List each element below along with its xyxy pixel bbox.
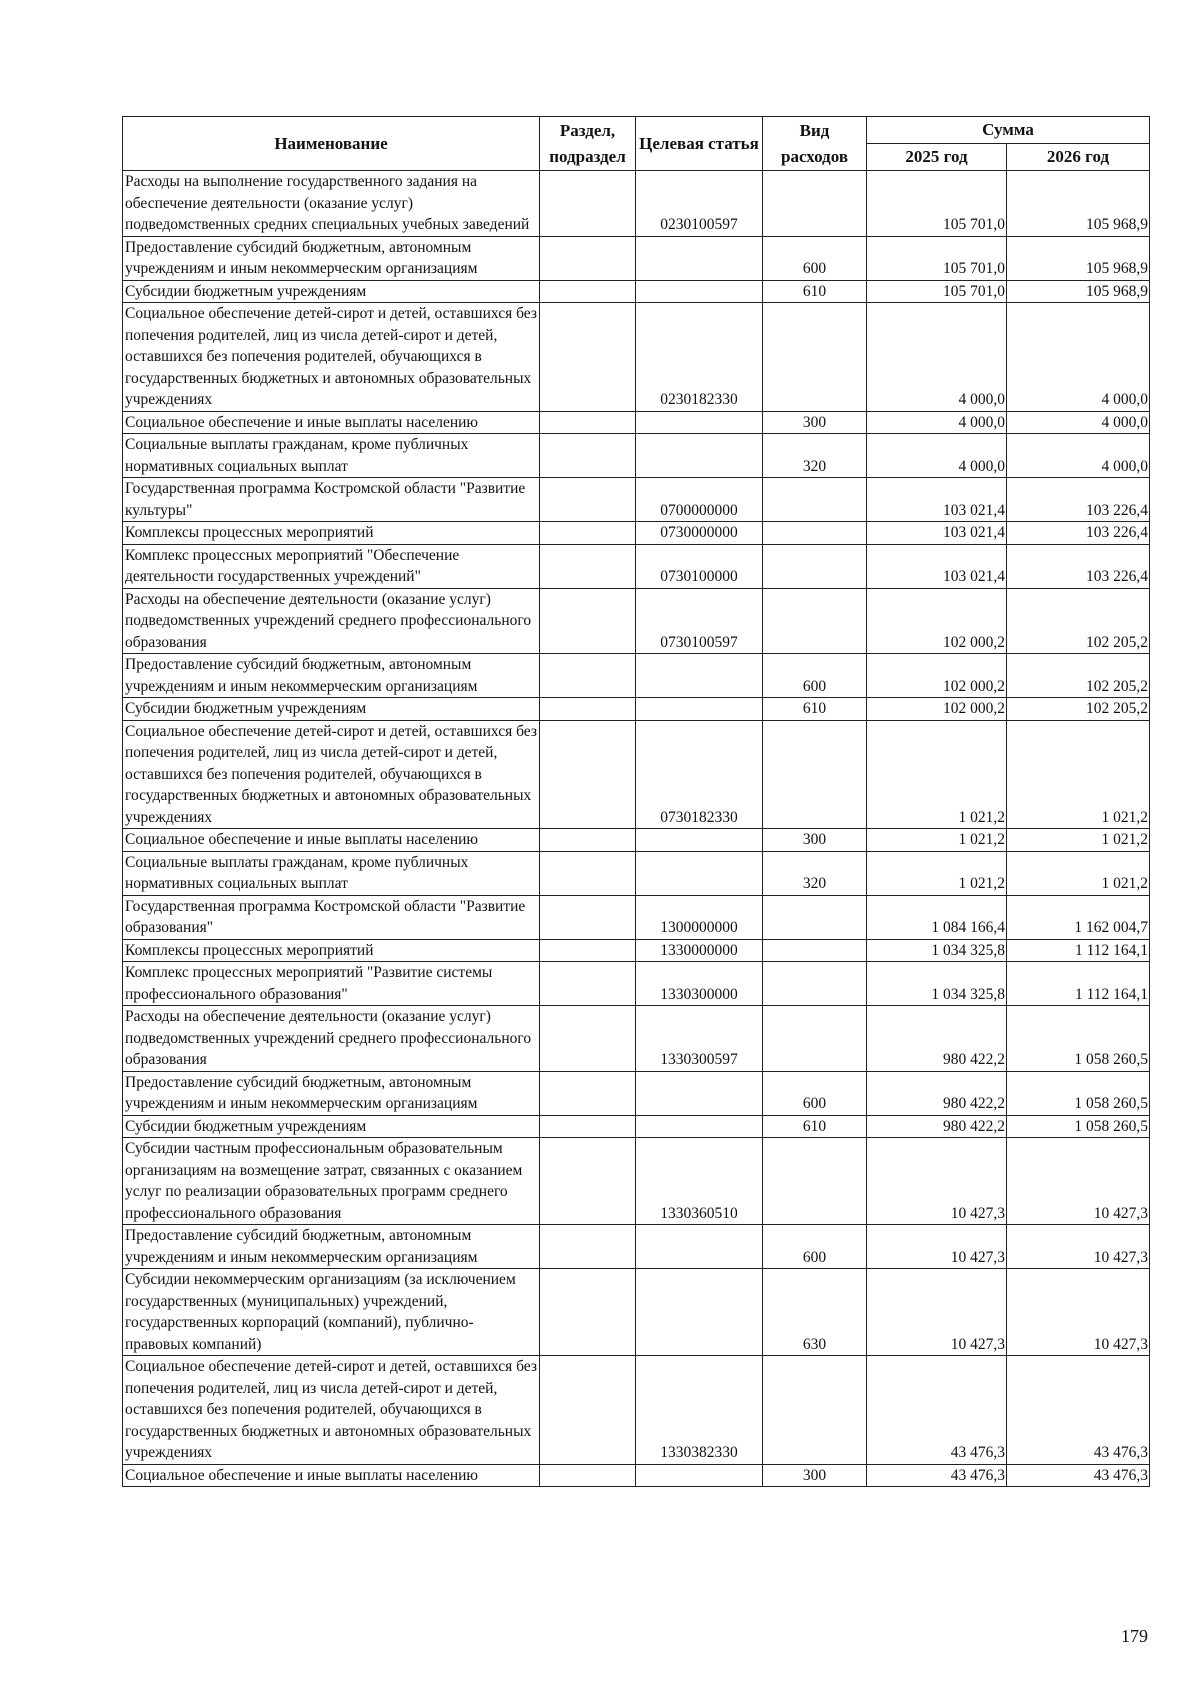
page-number: 179 [1121, 1626, 1148, 1646]
row-name: Государственная программа Костромской области "Развитие культуры" [123, 478, 540, 522]
row-target-code [636, 411, 763, 434]
row-section [540, 698, 636, 721]
row-name: Социальное обеспечение и иные выплаты населению [123, 1464, 540, 1487]
header-section: Раздел, подраздел [540, 117, 636, 171]
row-section [540, 720, 636, 829]
row-name: Социальные выплаты гражданам, кроме публичных нормативных социальных выплат [123, 434, 540, 478]
row-expense-kind: 630 [763, 1269, 867, 1356]
table-row [123, 1115, 1150, 1138]
row-section [540, 1269, 636, 1356]
row-target-code: 0700000000 [636, 478, 763, 522]
row-name: Расходы на обеспечение деятельности (оказание услуг) подведомственных учреждений среднего профессионального образования [123, 588, 540, 654]
row-target-code: 0230182330 [636, 303, 763, 412]
row-amount-2026: 103 226,4 [1007, 478, 1150, 522]
row-expense-kind [763, 939, 867, 962]
row-target-code: 1330382330 [636, 1356, 763, 1465]
row-expense-kind: 610 [763, 698, 867, 721]
row-name: Предоставление субсидий бюджетным, автономным учреждениям и иным некоммерческим организациям [123, 1071, 540, 1115]
row-name: Расходы на обеспечение деятельности (оказание услуг) подведомственных учреждений среднего профессионального образования [123, 1006, 540, 1072]
table-row [123, 1006, 1150, 1072]
row-target-code [636, 1225, 763, 1269]
row-target-code: 0730182330 [636, 720, 763, 829]
row-name: Субсидии частным профессиональным образовательным организациям на возмещение затрат, связанных с оказанием услуг по реализации образовательных программ среднего профессионального образования [123, 1138, 540, 1225]
row-section [540, 851, 636, 895]
row-expense-kind [763, 720, 867, 829]
row-target-code [636, 280, 763, 303]
row-section [540, 1138, 636, 1225]
row-target-code: 1300000000 [636, 895, 763, 939]
table-row [123, 171, 1150, 237]
row-amount-2026: 105 968,9 [1007, 236, 1150, 280]
row-amount-2025: 103 021,4 [867, 478, 1007, 522]
row-section [540, 280, 636, 303]
row-amount-2026: 4 000,0 [1007, 411, 1150, 434]
row-section [540, 654, 636, 698]
row-expense-kind: 300 [763, 411, 867, 434]
table-row [123, 280, 1150, 303]
row-section [540, 1464, 636, 1487]
table-row [123, 434, 1150, 478]
row-target-code: 0730000000 [636, 522, 763, 545]
row-expense-kind: 610 [763, 1115, 867, 1138]
row-target-code: 1330000000 [636, 939, 763, 962]
row-amount-2025: 1 021,2 [867, 851, 1007, 895]
row-section [540, 522, 636, 545]
row-amount-2026: 102 205,2 [1007, 588, 1150, 654]
row-section [540, 588, 636, 654]
row-name: Социальные выплаты гражданам, кроме публичных нормативных социальных выплат [123, 851, 540, 895]
row-expense-kind: 600 [763, 236, 867, 280]
row-name: Расходы на выполнение государственного задания на обеспечение деятельности (оказание услуг) подведомственных средних специальных учебных заведений [123, 171, 540, 237]
budget-table [122, 116, 1150, 1487]
row-name: Социальное обеспечение и иные выплаты населению [123, 829, 540, 852]
header-name: Наименование [123, 117, 540, 171]
row-amount-2026: 105 968,9 [1007, 280, 1150, 303]
row-amount-2026: 1 058 260,5 [1007, 1006, 1150, 1072]
table-row [123, 1269, 1150, 1356]
table-row [123, 1225, 1150, 1269]
table-row [123, 939, 1150, 962]
row-amount-2025: 10 427,3 [867, 1269, 1007, 1356]
table-row [123, 1356, 1150, 1465]
row-section [540, 544, 636, 588]
row-amount-2026: 10 427,3 [1007, 1269, 1150, 1356]
row-amount-2026: 4 000,0 [1007, 303, 1150, 412]
row-amount-2025: 102 000,2 [867, 588, 1007, 654]
row-amount-2026: 4 000,0 [1007, 434, 1150, 478]
row-amount-2026: 103 226,4 [1007, 522, 1150, 545]
row-target-code [636, 698, 763, 721]
row-name: Субсидии бюджетным учреждениям [123, 1115, 540, 1138]
row-name: Социальное обеспечение детей-сирот и детей, оставшихся без попечения родителей, лиц из числа детей-сирот и детей, оставшихся без попечения родителей, обучающихся в государственных бюджетных и автономных образовательных учреждениях [123, 303, 540, 412]
row-name: Предоставление субсидий бюджетным, автономным учреждениям и иным некоммерческим организациям [123, 654, 540, 698]
table-row [123, 588, 1150, 654]
row-amount-2026: 102 205,2 [1007, 654, 1150, 698]
header-kind: Вид расходов [763, 117, 867, 171]
row-name: Социальное обеспечение и иные выплаты населению [123, 411, 540, 434]
row-name: Комплекс процессных мероприятий "Обеспечение деятельности государственных учреждений" [123, 544, 540, 588]
row-expense-kind [763, 544, 867, 588]
row-target-code: 1330300597 [636, 1006, 763, 1072]
row-amount-2025: 102 000,2 [867, 698, 1007, 721]
row-expense-kind [763, 303, 867, 412]
row-expense-kind [763, 1138, 867, 1225]
row-amount-2025: 4 000,0 [867, 434, 1007, 478]
row-amount-2026: 1 112 164,1 [1007, 962, 1150, 1006]
table-row [123, 1464, 1150, 1487]
table-row [123, 851, 1150, 895]
row-name: Субсидии бюджетным учреждениям [123, 698, 540, 721]
row-amount-2025: 103 021,4 [867, 544, 1007, 588]
table-row [123, 236, 1150, 280]
row-amount-2025: 10 427,3 [867, 1138, 1007, 1225]
row-section [540, 434, 636, 478]
row-expense-kind: 600 [763, 654, 867, 698]
row-target-code: 0730100597 [636, 588, 763, 654]
row-target-code [636, 829, 763, 852]
table-row [123, 411, 1150, 434]
row-amount-2025: 980 422,2 [867, 1006, 1007, 1072]
row-amount-2026: 103 226,4 [1007, 544, 1150, 588]
row-target-code [636, 1464, 763, 1487]
row-amount-2025: 43 476,3 [867, 1356, 1007, 1465]
row-amount-2025: 105 701,0 [867, 280, 1007, 303]
row-amount-2026: 43 476,3 [1007, 1464, 1150, 1487]
row-section [540, 411, 636, 434]
row-expense-kind [763, 1356, 867, 1465]
row-amount-2026: 43 476,3 [1007, 1356, 1150, 1465]
table-row [123, 1071, 1150, 1115]
row-amount-2025: 980 422,2 [867, 1115, 1007, 1138]
row-amount-2025: 4 000,0 [867, 303, 1007, 412]
row-expense-kind [763, 171, 867, 237]
row-name: Комплексы процессных мероприятий [123, 522, 540, 545]
row-expense-kind [763, 895, 867, 939]
row-name: Государственная программа Костромской области "Развитие образования" [123, 895, 540, 939]
row-amount-2025: 105 701,0 [867, 236, 1007, 280]
row-amount-2026: 10 427,3 [1007, 1138, 1150, 1225]
row-amount-2026: 1 021,2 [1007, 851, 1150, 895]
row-expense-kind [763, 588, 867, 654]
row-expense-kind: 610 [763, 280, 867, 303]
table-row [123, 522, 1150, 545]
row-name: Социальное обеспечение детей-сирот и детей, оставшихся без попечения родителей, лиц из числа детей-сирот и детей, оставшихся без попечения родителей, обучающихся в государственных бюджетных и автономных образовательных учреждениях [123, 1356, 540, 1465]
row-expense-kind [763, 478, 867, 522]
row-expense-kind: 600 [763, 1071, 867, 1115]
table-row [123, 698, 1150, 721]
row-target-code [636, 1269, 763, 1356]
row-amount-2026: 1 112 164,1 [1007, 939, 1150, 962]
row-expense-kind: 320 [763, 851, 867, 895]
table-row [123, 303, 1150, 412]
row-expense-kind [763, 1006, 867, 1072]
row-target-code [636, 654, 763, 698]
table-row [123, 544, 1150, 588]
header-2025: 2025 год [867, 144, 1007, 171]
row-section [540, 895, 636, 939]
row-section [540, 1071, 636, 1115]
row-name: Социальное обеспечение детей-сирот и детей, оставшихся без попечения родителей, лиц из числа детей-сирот и детей, оставшихся без попечения родителей, обучающихся в государственных бюджетных и автономных образовательных учреждениях [123, 720, 540, 829]
row-expense-kind: 320 [763, 434, 867, 478]
row-amount-2026: 1 162 004,7 [1007, 895, 1150, 939]
row-section [540, 1356, 636, 1465]
row-amount-2025: 1 021,2 [867, 720, 1007, 829]
table-row [123, 720, 1150, 829]
row-expense-kind: 300 [763, 1464, 867, 1487]
row-amount-2026: 1 058 260,5 [1007, 1115, 1150, 1138]
row-section [540, 171, 636, 237]
row-section [540, 1115, 636, 1138]
row-section [540, 303, 636, 412]
row-name: Субсидии некоммерческим организациям (за исключением государственных (муниципальных) учреждений, государственных корпораций (компаний), публично-правовых компаний) [123, 1269, 540, 1356]
row-amount-2025: 43 476,3 [867, 1464, 1007, 1487]
row-amount-2025: 102 000,2 [867, 654, 1007, 698]
row-name: Комплекс процессных мероприятий "Развитие системы профессионального образования" [123, 962, 540, 1006]
row-amount-2025: 10 427,3 [867, 1225, 1007, 1269]
row-section [540, 962, 636, 1006]
row-amount-2026: 1 021,2 [1007, 720, 1150, 829]
row-name: Предоставление субсидий бюджетным, автономным учреждениям и иным некоммерческим организациям [123, 236, 540, 280]
header-target: Целевая статья [636, 117, 763, 171]
row-section [540, 1225, 636, 1269]
row-target-code [636, 236, 763, 280]
row-target-code [636, 1115, 763, 1138]
row-target-code: 0230100597 [636, 171, 763, 237]
row-target-code [636, 1071, 763, 1115]
row-amount-2025: 980 422,2 [867, 1071, 1007, 1115]
row-amount-2025: 1 034 325,8 [867, 962, 1007, 1006]
row-name: Предоставление субсидий бюджетным, автономным учреждениям и иным некоммерческим организациям [123, 1225, 540, 1269]
table-row [123, 962, 1150, 1006]
row-target-code: 1330300000 [636, 962, 763, 1006]
row-section [540, 1006, 636, 1072]
table-row [123, 654, 1150, 698]
row-amount-2026: 105 968,9 [1007, 171, 1150, 237]
row-expense-kind [763, 522, 867, 545]
table-row [123, 1138, 1150, 1225]
row-amount-2026: 1 021,2 [1007, 829, 1150, 852]
table-header [123, 117, 1150, 171]
row-expense-kind: 600 [763, 1225, 867, 1269]
row-section [540, 939, 636, 962]
row-expense-kind [763, 962, 867, 1006]
row-amount-2026: 10 427,3 [1007, 1225, 1150, 1269]
row-target-code: 1330360510 [636, 1138, 763, 1225]
row-expense-kind: 300 [763, 829, 867, 852]
row-section [540, 236, 636, 280]
row-name: Субсидии бюджетным учреждениям [123, 280, 540, 303]
row-amount-2025: 105 701,0 [867, 171, 1007, 237]
row-amount-2025: 103 021,4 [867, 522, 1007, 545]
table-row [123, 478, 1150, 522]
row-section [540, 829, 636, 852]
row-amount-2026: 1 058 260,5 [1007, 1071, 1150, 1115]
table-row [123, 895, 1150, 939]
row-amount-2026: 102 205,2 [1007, 698, 1150, 721]
row-target-code [636, 851, 763, 895]
row-amount-2025: 1 084 166,4 [867, 895, 1007, 939]
row-amount-2025: 1 034 325,8 [867, 939, 1007, 962]
header-2026: 2026 год [1007, 144, 1150, 171]
row-name: Комплексы процессных мероприятий [123, 939, 540, 962]
table-body [123, 171, 1150, 1487]
table-row [123, 829, 1150, 852]
row-amount-2025: 1 021,2 [867, 829, 1007, 852]
row-section [540, 478, 636, 522]
header-sum: Сумма [867, 117, 1150, 144]
row-target-code: 0730100000 [636, 544, 763, 588]
row-amount-2025: 4 000,0 [867, 411, 1007, 434]
row-target-code [636, 434, 763, 478]
